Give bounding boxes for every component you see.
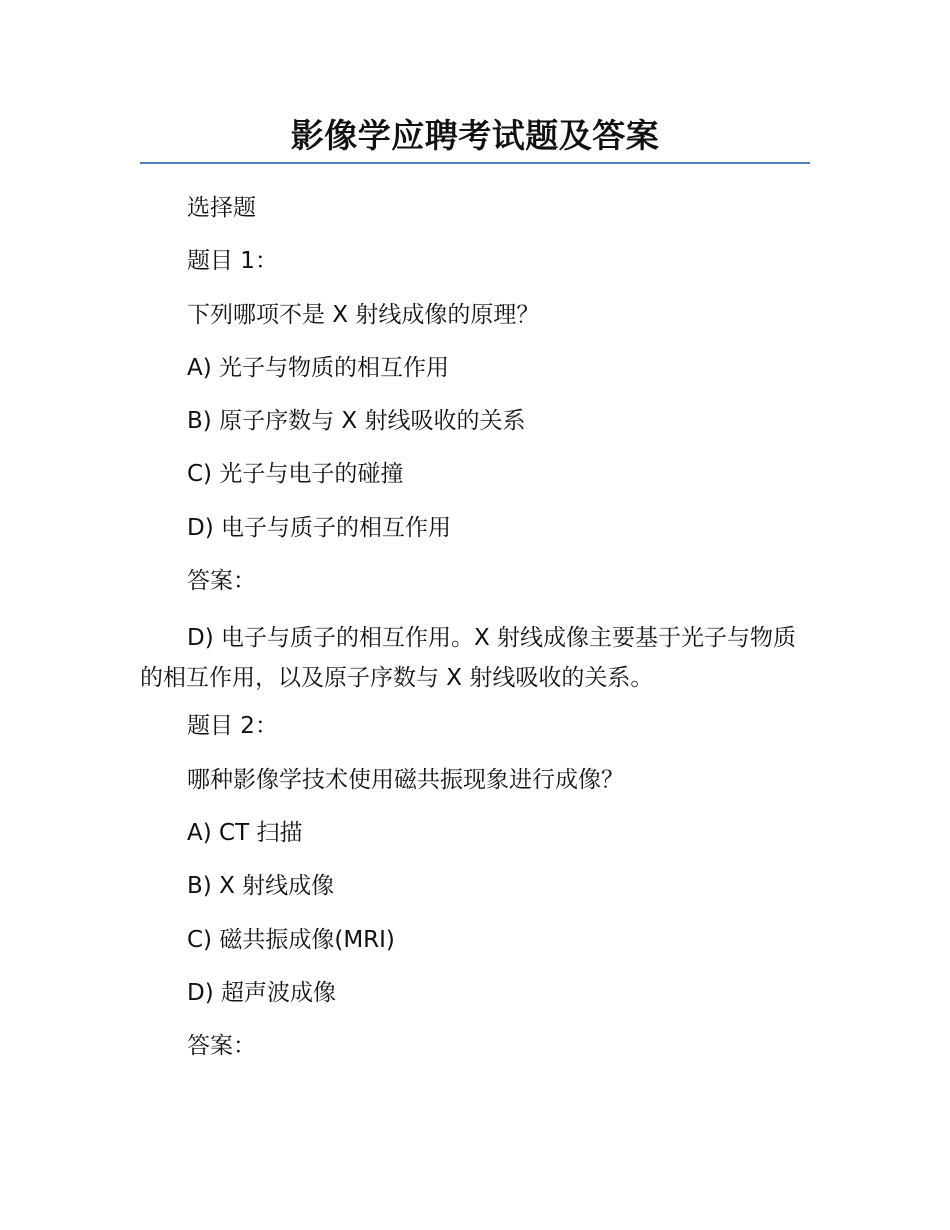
- question-1-text: 下列哪项不是 X 射线成像的原理？: [187, 301, 540, 328]
- question-1-option-b: B) 原子序数与 X 射线吸收的关系: [187, 408, 526, 435]
- question-1-answer-text: D) 电子与质子的相互作用。X 射线成像主要基于光子与物质的相互作用，以及原子序数与 X 射线吸收的关系。: [140, 625, 797, 692]
- title-underline: [140, 162, 810, 164]
- question-2-text: 哪种影像学技术使用磁共振现象进行成像？: [187, 766, 624, 793]
- document-body: [140, 192, 810, 1083]
- question-1-option-d: D) 电子与质子的相互作用: [187, 514, 451, 541]
- question-2-option-a: A) CT 扫描: [187, 819, 303, 846]
- question-2-option-c: C) 磁共振成像(MRI): [187, 926, 395, 953]
- section-heading: 选择题: [187, 195, 256, 221]
- question-1-answer-label: 答案：: [187, 568, 256, 595]
- question-2-option-b: B) X 射线成像: [187, 873, 335, 900]
- question-1-label: 题目 1：: [187, 248, 278, 275]
- question-2-label: 题目 2：: [187, 713, 278, 740]
- question-2-answer-label: 答案：: [187, 1033, 256, 1060]
- document-title: 影像学应聘考试题及答案: [290, 116, 660, 155]
- question-2-option-d: D) 超声波成像: [187, 979, 336, 1006]
- question-1-option-c: C) 光子与电子的碰撞: [187, 461, 404, 488]
- question-1-option-a: A) 光子与物质的相互作用: [187, 354, 450, 381]
